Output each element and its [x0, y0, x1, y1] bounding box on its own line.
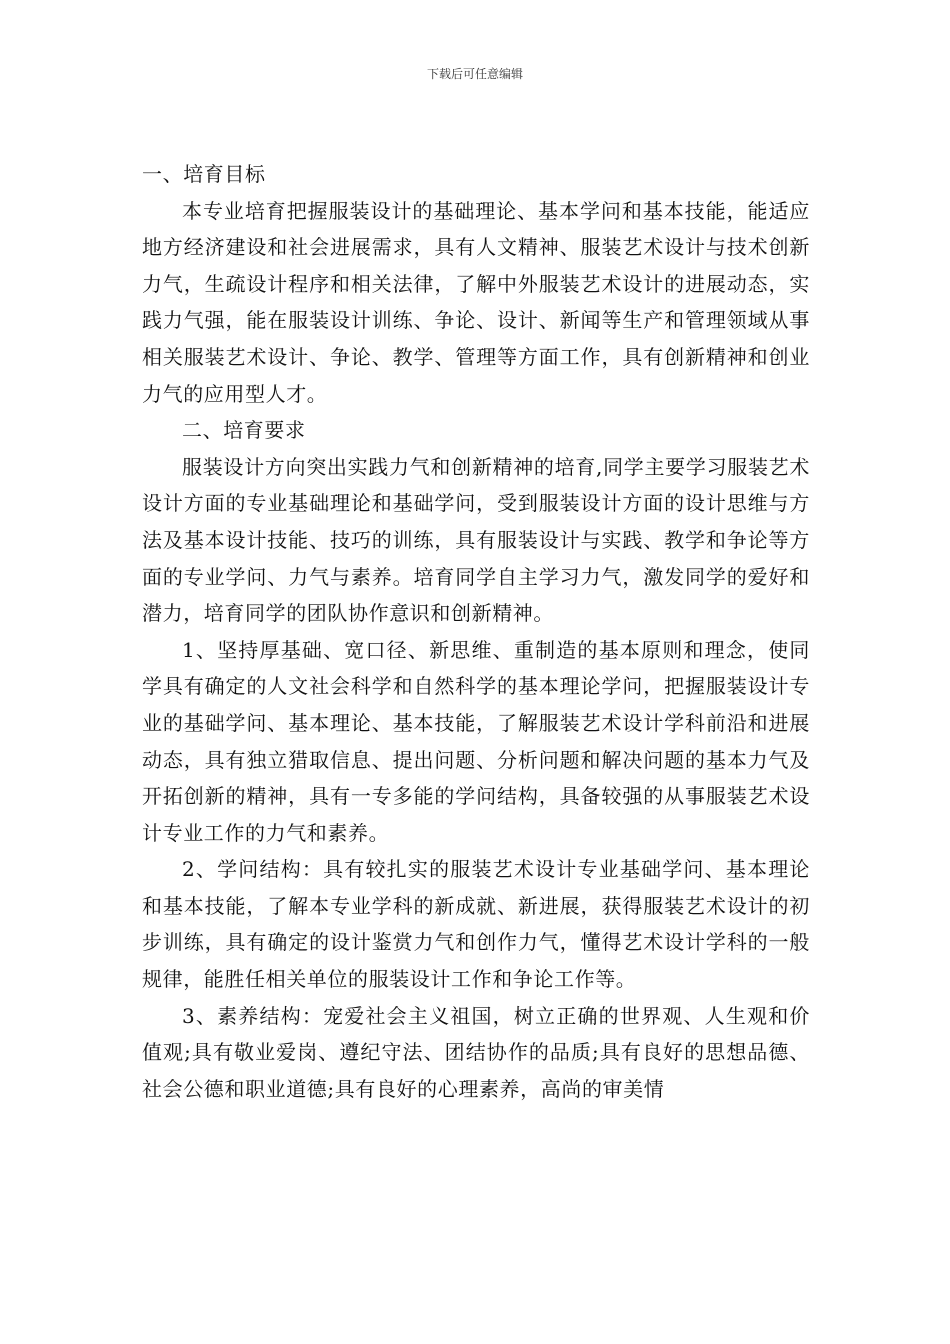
- paragraph-requirement-2: 2、学问结构：具有较扎实的服装艺术设计专业基础学问、基本理论和基本技能，了解本专业学科的新成就、新进展，获得服装艺术设计的初步训练，具有确定的设计鉴赏力气和创作力气，懂得艺术设计学科的一般规律，能胜任相关单位的服装设计工作和争论工作等。: [142, 857, 810, 992]
- paragraph-training-goal: 本专业培育把握服装设计的基础理论、基本学问和基本技能，能适应地方经济建设和社会进展需求，具有人文精神、服装艺术设计与技术创新力气，生疏设计程序和相关法律，了解中外服装艺术设计的进展动态，实践力气强，能在服装设计训练、争论、设计、新闻等生产和管理领域从事相关服装艺术设计、争论、教学、管理等方面工作，具有创新精神和创业力气的应用型人才。: [142, 198, 810, 406]
- paragraph-requirement-3: 3、素养结构：宠爱社会主义祖国，树立正确的世界观、人生观和价值观;具有敬业爱岗、遵纪守法、团结协作的品质;具有良好的思想品德、社会公德和职业道德;具有良好的心理素养，高尚的审美情: [142, 1003, 810, 1101]
- page-header: 下载后可任意编辑: [426, 67, 523, 81]
- paragraph-requirement-1: 1、坚持厚基础、宽口径、新思维、重制造的基本原则和理念，使同学具有确定的人文社会科学和自然科学的基本理论学问，把握服装设计专业的基础学问、基本理论、基本技能，了解服装艺术设计学科前沿和进展动态，具有独立猎取信息、提出问题、分析问题和解决问题的基本力气及开拓创新的精神，具有一专多能的学问结构，具备较强的从事服装艺术设计专业工作的力气和素养。: [142, 637, 810, 845]
- document-body: [142, 156, 810, 1107]
- paragraph-requirements-intro: 服装设计方向突出实践力气和创新精神的培育,同学主要学习服装艺术设计方面的专业基础理论和基础学问，受到服装设计方面的设计思维与方法及基本设计技能、技巧的训练，具有服装设计与实践、教学和争论等方面的专业学问、力气与素养。培育同学自主学习力气，激发同学的爱好和潜力，培育同学的团队协作意识和创新精神。: [142, 454, 810, 626]
- section-heading-training-goal: 一、培育目标: [142, 162, 266, 186]
- section-heading-training-requirements: 二、培育要求: [182, 418, 306, 443]
